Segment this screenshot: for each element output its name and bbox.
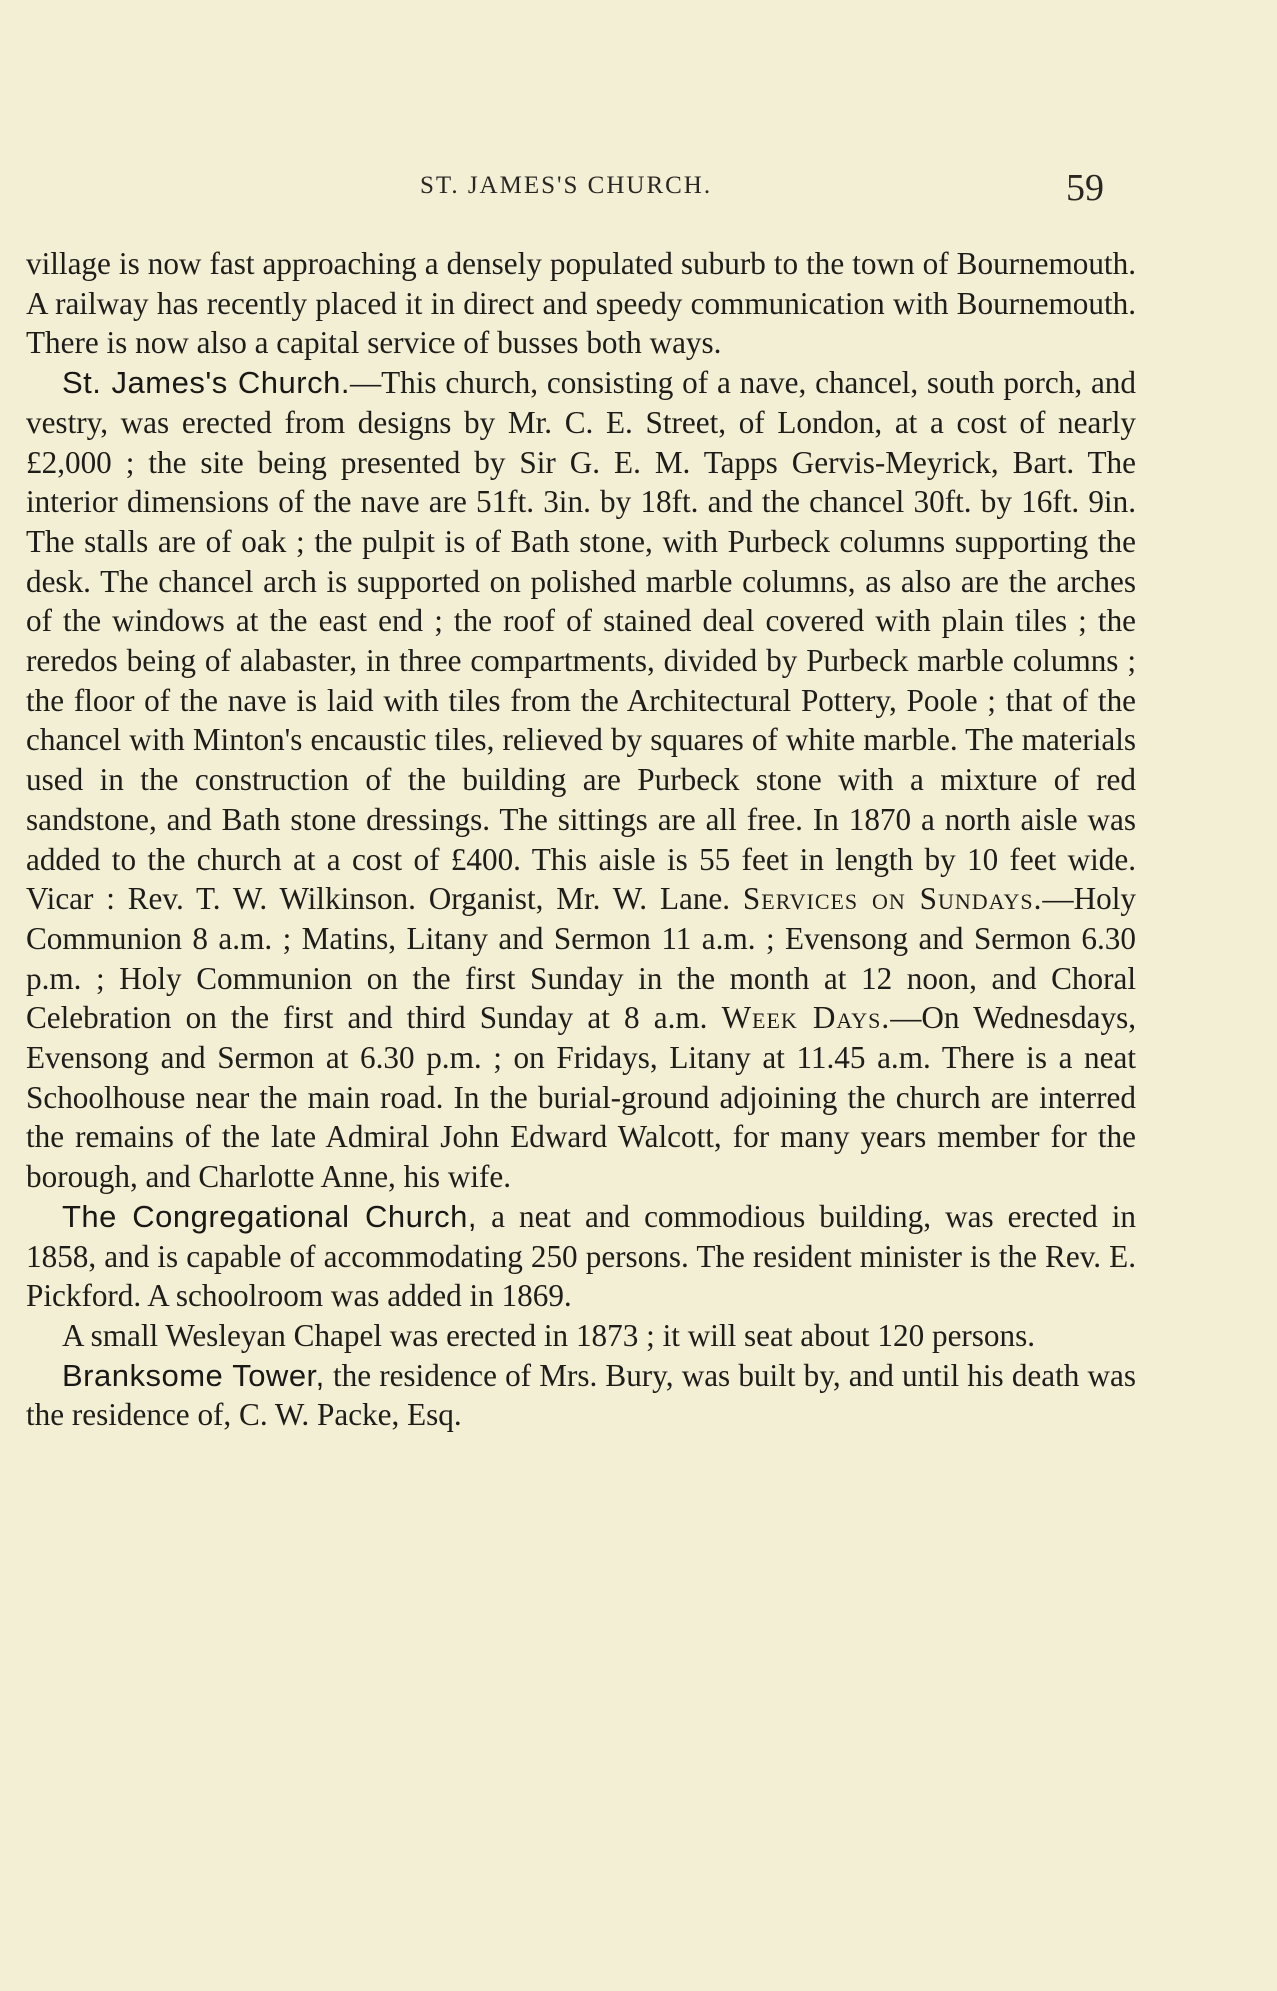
section-heading-congregational: The Congregational Church, — [62, 1198, 477, 1234]
page-header — [0, 166, 1277, 216]
paragraph-wesleyan — [26, 1316, 1136, 1356]
week-days-label: Week Days. — [721, 1000, 891, 1036]
body-text — [26, 244, 1136, 1435]
paragraph-branksome — [26, 1356, 1136, 1435]
paragraph-text: —Holy Communion 8 a.m. ; Matins, Litany and Sermon 11 a.m. ; Evensong and Sermon 6.30 p.m. ; Holy Communion on the first Sunday in the month at 12 noon, and Choral Celebration on the first and third Sunday at 8 a.m. — [26, 881, 1136, 1036]
paragraph-text: a neat and commodious building, was erected in 1858, and is capable of accommodating 250 persons. The resident minister is the Rev. E. Pickford. A schoolroom was added in 1869. — [26, 1198, 1137, 1314]
section-heading-st-james: St. James's Church. — [62, 365, 350, 401]
paragraph-text: —On Wednesdays, Evensong and Sermon at 6.30 p.m. ; on Fridays, Litany at 11.45 a.m. There is a neat Schoolhouse near the main road. In the burial-ground adjoining the church are interred the remains of the late Admiral John Edward Walcott, for many years member for the borough, and Charlotte Anne, his wife. — [26, 1000, 1136, 1195]
paragraph-text: village is now fast approaching a densely populated suburb to the town of Bournemouth. A railway has recently placed it in direct and speedy communication with Bournemouth. There is now also a capital service of busses both ways. — [26, 246, 1136, 361]
section-heading-branksome: Branksome Tower, — [62, 1357, 325, 1393]
running-head: ST. JAMES'S CHURCH. — [420, 172, 713, 199]
paragraph-text: —This church, consisting of a nave, chancel, south porch, and vestry, was erected from designs by Mr. C. E. Street, of London, at a cost of nearly £2,000 ; the site being presented by Sir G. E. M. Tapps Gervis-Meyrick, Bart. The interior dimensions of the nave are 51ft. 3in. by 18ft. and the chancel 30ft. by 16ft. 9in. The stalls are of oak ; the pulpit is of Bath stone, with Purbeck columns supporting the desk. The chancel arch is supported on polished marble columns, as also are the arches of the windows at the east end ; the roof of stained deal covered with plain tiles ; the reredos being of alabaster, in three compartments, divided by Purbeck marble columns ; the floor of the nave is laid with tiles from the Architectural Pottery, Poole ; that of the chancel with Minton's encaustic tiles, relieved by squares of white marble. The materials used in the construction of the building are Purbeck stone with a mixture of red sandstone, and Bath stone dressings. The sittings are all free. In 1870 a north aisle was added to the church at a cost of £400. This aisle is 55 feet in length by 10 feet wide. Vicar : Rev. T. W. Wilkinson. Organist, Mr. W. Lane. — [26, 365, 1136, 917]
paragraph-congregational — [26, 1197, 1136, 1316]
page-number: 59 — [1066, 167, 1104, 209]
services-sundays-label: Services on Sundays. — [742, 881, 1043, 917]
paragraph-text: the residence of Mrs. Bury, was built by, and until his death was the residence of, C. W. Packe, Esq. — [26, 1357, 1137, 1433]
paragraph-text: A small Wesleyan Chapel was erected in 1873 ; it will seat about 120 persons. — [62, 1317, 1036, 1353]
paragraph-village — [26, 244, 1136, 363]
paragraph-st-james — [26, 363, 1136, 1197]
